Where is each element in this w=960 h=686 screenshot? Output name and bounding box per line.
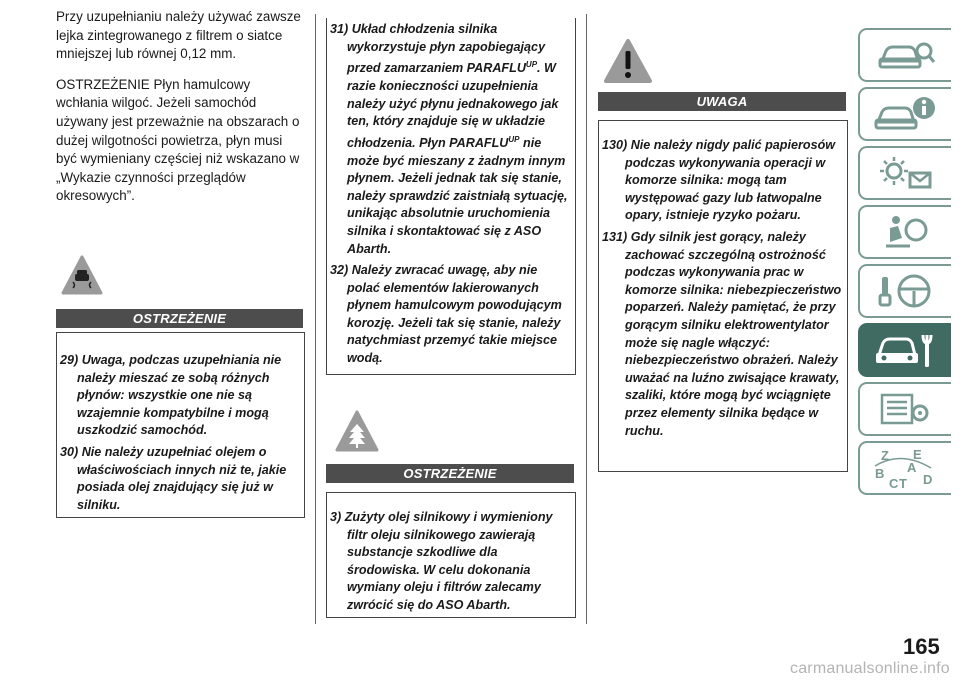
- warning-title-bar: [56, 309, 303, 328]
- caution-title-bar: [598, 92, 846, 111]
- continued-warning-box: [326, 18, 576, 375]
- car-info-icon: [874, 94, 938, 134]
- tab-safety[interactable]: [858, 205, 951, 259]
- index-letter: T: [898, 476, 907, 490]
- tab-specifications[interactable]: [858, 382, 951, 436]
- warning-lights-icon: [876, 153, 936, 193]
- car-skid-warning-icon: [61, 255, 103, 300]
- tab-car-overview[interactable]: [858, 28, 951, 82]
- watermark: carmanualsonline.info: [790, 660, 950, 677]
- column-divider: [315, 14, 316, 624]
- steering-wheel-icon: [876, 271, 936, 311]
- index-letter: Z: [880, 448, 889, 463]
- warning-item-30: 30) Nie należy uzupełniać olejem o właściwościach innych niż te, jakie posiada olej znajdujący się już w silniku.: [60, 444, 287, 512]
- left-column: [56, 8, 306, 218]
- warning-item-32: 32) Należy zwracać uwagę, aby nie polać elementów lakierowanych płynem hamulcowym powodującym korozję. Jeżeli tak się stanie, należy natychmiast przemyć takie miejsce wodą.: [330, 263, 562, 366]
- env-warning-box: [326, 492, 576, 618]
- index-letter: C: [888, 476, 898, 490]
- index-letter: A: [906, 460, 916, 475]
- index-letter: E: [912, 447, 922, 462]
- specs-list-icon: [876, 389, 936, 429]
- index-letter: D: [922, 472, 932, 487]
- warning-list: [60, 352, 300, 514]
- caution-item-131: 131) Gdy silnik jest gorący, należy zachować szczególną ostrożność podczas wykonywania prac w komorze silnika: niebezpieczeństwo poparzeń. Należy pamiętać, że przy gorącym silniku elektrowentylator może się nagle włączyć: niebezpieczeństwo obrażeń. Należy uważać na luźno zwisające krawaty, szaliki, które mogą być wciągnięte przez elementy silnika będące w ruchu.: [602, 229, 842, 438]
- index-letter: B: [874, 466, 884, 481]
- car-magnifier-icon: [876, 37, 936, 73]
- caution-list: [602, 137, 845, 440]
- tab-service[interactable]: [858, 323, 951, 377]
- warning-item-29: 29) Uwaga, podczas uzupełniania nie należy mieszać ze sobą różnych płynów: wszystkie one nie są wzajemnie kompatybilne i mogą uszkodzić samochód.: [60, 353, 282, 438]
- column-divider: [586, 14, 587, 624]
- paragraph-brake-fluid: OSTRZEŻENIE Płyn hamulcowy wchłania wilgoć. Jeżeli samochód używany jest przeważnie na obszarach o dużej wilgotności powietrza, płyn musi być wymieniany częściej niż wskazano w „Wykazie czynności przeglądów okresowych”.: [56, 76, 300, 204]
- exclamation-warning-icon: [603, 38, 653, 89]
- caution-item-130: 130) Nie należy nigdy palić papierosów podczas wykonywania operacji w komorze silnika: mogą tam występować gazy lub łatwopalne opary, istnieje ryzyko pożaru.: [602, 138, 836, 223]
- caution-box: [598, 120, 848, 472]
- tab-car-info[interactable]: [858, 87, 951, 141]
- caution-title: UWAGA: [696, 94, 748, 109]
- car-service-icon: [871, 329, 941, 371]
- continued-warning-list: [330, 21, 571, 368]
- chapter-tabs: [858, 28, 952, 500]
- airbag-icon: [876, 212, 936, 252]
- paragraph-filter: Przy uzupełnianiu należy używać zawsze lejka zintegrowanego z filtrem o siatce mniejszej lub równej 0,12 mm.: [56, 9, 301, 62]
- warning-title: OSTRZEŻENIE: [132, 311, 227, 326]
- tab-index[interactable]: [858, 441, 951, 495]
- tree-environment-icon: [335, 410, 379, 457]
- env-warning-title: OSTRZEŻENIE: [403, 466, 497, 481]
- env-warning-title-bar: [326, 464, 574, 483]
- env-warning-list: [330, 509, 571, 615]
- tab-warning-lights[interactable]: [858, 146, 951, 200]
- index-letters-icon: [871, 446, 941, 490]
- warning-item-31: 31) Układ chłodzenia silnika wykorzystuje płyn zapobiegający przed zamarzaniem $PARAFLU^{UP}$. W razie konieczności uzupełnienia należy użyć płynu jednakowego jak ten, który znajduje się w układzie chłodzenia. Płyn $PARAFLU^{UP}$ nie może być mieszany z żadnym innym płynem. Jeżeli jednak tak się stanie, należy sprawdzić zaistniałą sytuację, unikając absolutnie uruchomienia silnika i skontaktować się z ASO Abarth.: [330, 22, 568, 256]
- warning-box-left: [56, 332, 305, 518]
- tab-driving[interactable]: [858, 264, 951, 318]
- page-number: 165: [903, 634, 940, 659]
- env-warning-item-3: 3) Zużyty olej silnikowy i wymieniony filtr oleju silnikowego zawierają substancje szkodliwe dla środowiska. W celu dokonania wymiany oleju i filtrów zalecamy zwrócić się do ASO Abarth.: [330, 510, 553, 612]
